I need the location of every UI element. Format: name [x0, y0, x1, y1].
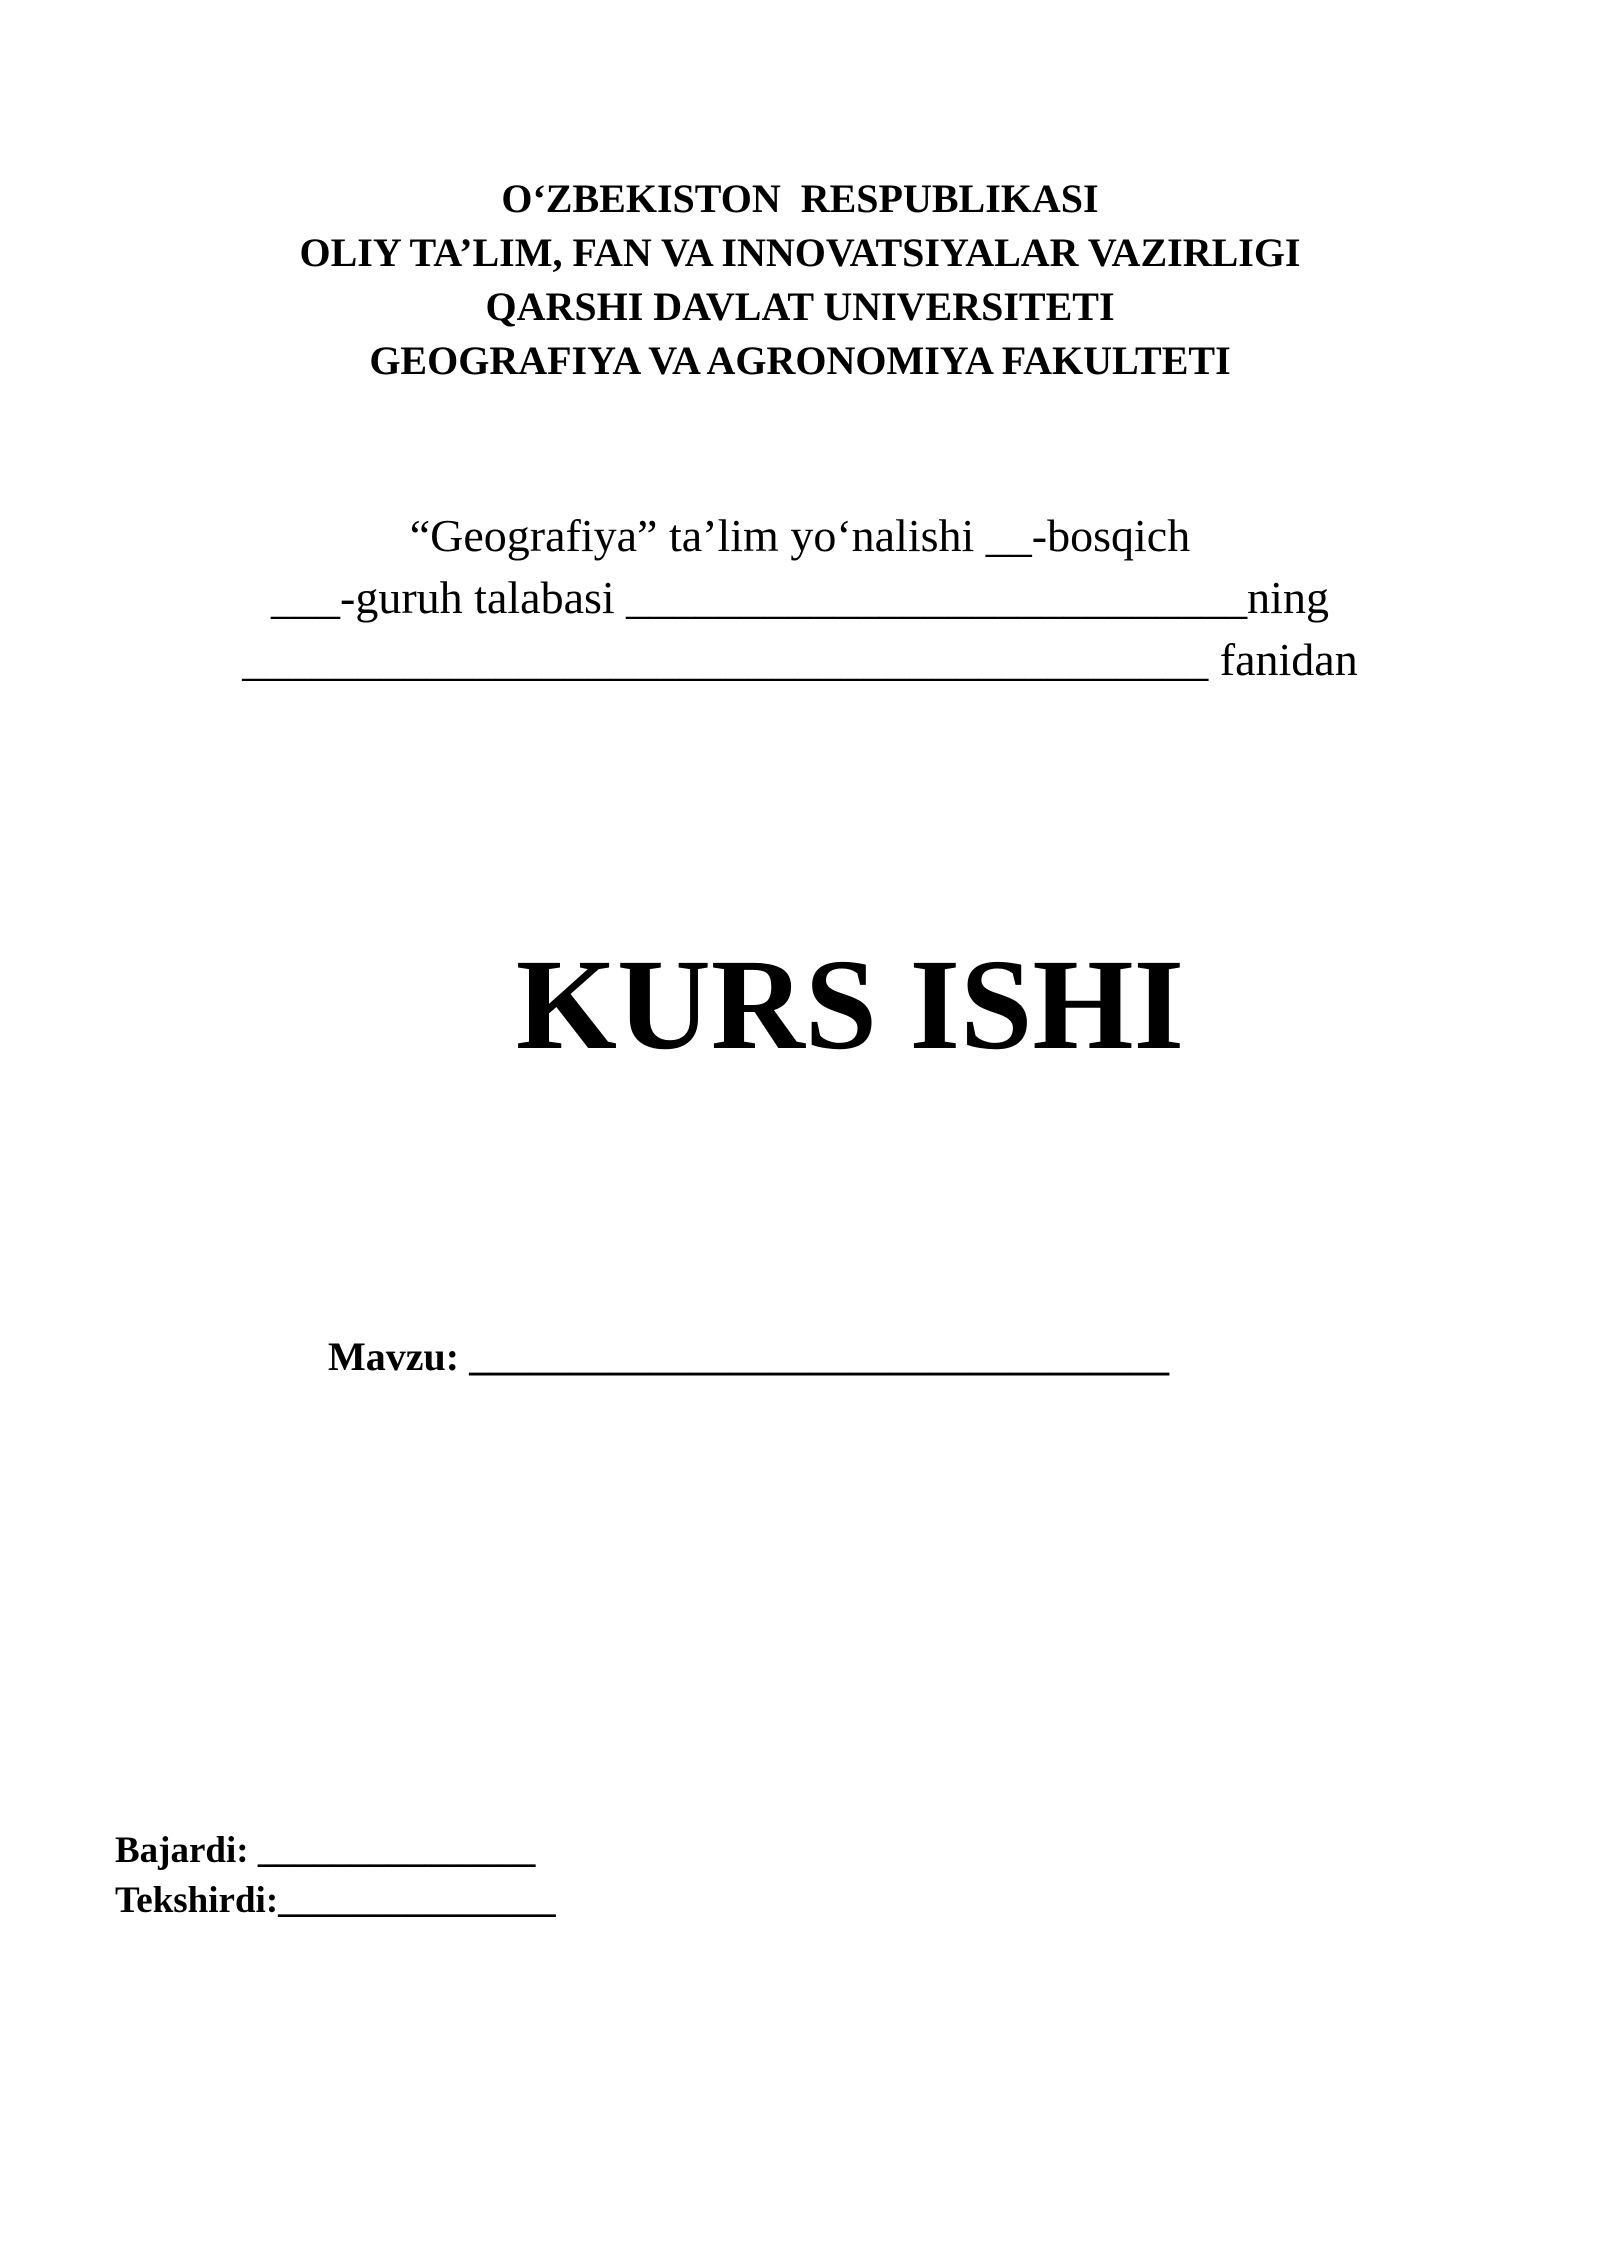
document-title: KURS ISHI: [515, 933, 1185, 1077]
completed-by-line: Bajardi: _______________: [115, 1830, 536, 1871]
ministry-name: OLIY TA’LIM, FAN VA INNOVATSIYALAR VAZIRLIGI: [299, 230, 1301, 275]
checked-by-line: Tekshirdi:_______________: [115, 1880, 556, 1921]
student-info-block: [0, 505, 1600, 691]
subject-line: __________________________________________ fanidan: [242, 634, 1358, 685]
institution-header: [0, 172, 1600, 388]
faculty-name: GEOGRAFIYA VA AGRONOMIYA FAKULTETI: [369, 338, 1231, 383]
country-name: O‘ZBEKISTON RESPUBLIKASI: [501, 176, 1099, 221]
group-student-line: ___-guruh talabasi ___________________________ning: [271, 572, 1329, 623]
program-stage-line: “Geografiya” ta’lim yo‘nalishi __-bosqich: [409, 510, 1191, 561]
university-name: QARSHI DAVLAT UNIVERSITETI: [485, 284, 1115, 329]
topic-line: Mavzu: ___________________________________: [328, 1334, 1170, 1379]
signoff-block: [115, 1826, 556, 1926]
